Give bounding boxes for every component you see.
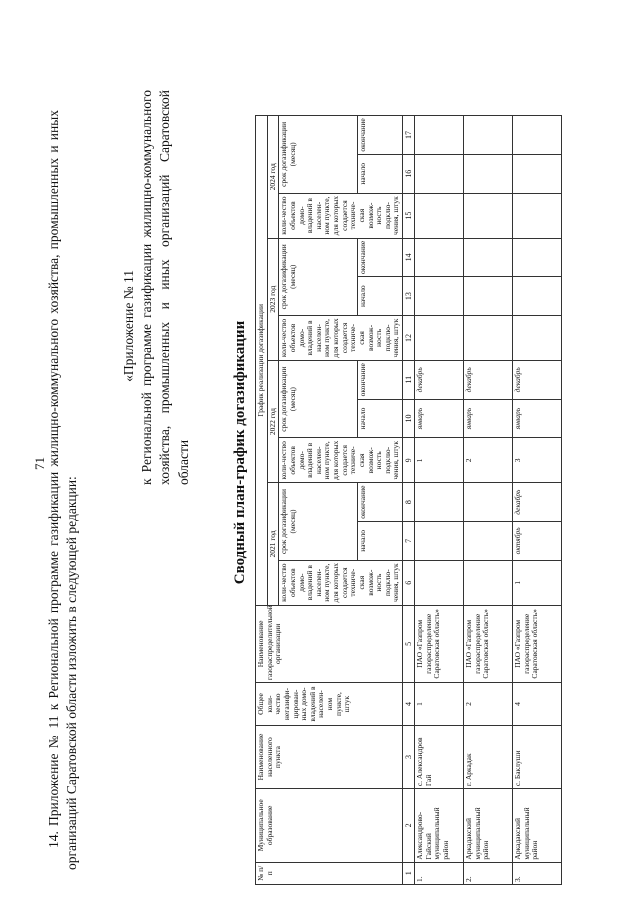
cell-c9: 2 xyxy=(464,438,513,483)
cell-c14 xyxy=(513,238,562,277)
cell-total: 1 xyxy=(415,683,464,726)
cell-c17 xyxy=(464,116,513,155)
column-number: 6 xyxy=(403,560,415,605)
cell-municipality: Аркадакский муниципальный район xyxy=(513,789,562,862)
header-end: окончание xyxy=(357,483,402,522)
column-number: 12 xyxy=(403,316,415,361)
cell-c10: январь xyxy=(464,399,513,438)
table-row xyxy=(513,116,562,885)
cell-c13 xyxy=(464,277,513,316)
annex-line-1: «Приложение № 11 xyxy=(121,270,136,382)
column-number: 11 xyxy=(403,360,415,399)
header-row-1 xyxy=(256,116,268,885)
cell-no: 3. xyxy=(513,862,562,884)
column-number: 4 xyxy=(403,683,415,726)
cell-c6 xyxy=(415,560,464,605)
cell-c13 xyxy=(513,277,562,316)
header-org: Наименование газораспределительной организации xyxy=(256,605,403,683)
column-number: 9 xyxy=(403,438,415,483)
cell-c12 xyxy=(415,316,464,361)
cell-c14 xyxy=(464,238,513,277)
header-qty-2024: коли-чество объектов домо-владений в населен-ном пункте, для которых создается техниче-ская возмож-ность подклю-чения, штук xyxy=(279,193,403,238)
table-row xyxy=(464,116,513,885)
column-number: 7 xyxy=(403,522,415,561)
header-start: начало xyxy=(357,399,402,438)
cell-c7 xyxy=(415,522,464,561)
cell-c17 xyxy=(415,116,464,155)
column-number: 14 xyxy=(403,238,415,277)
column-number: 17 xyxy=(403,116,415,155)
header-start: начало xyxy=(357,277,402,316)
cell-settlement: с. Александров Гай xyxy=(415,725,464,788)
cell-c11: декабрь xyxy=(415,360,464,399)
header-term-2022: срок догазификации (месяц) xyxy=(279,360,358,438)
cell-c7: октябрь xyxy=(513,522,562,561)
column-number: 13 xyxy=(403,277,415,316)
column-number: 1 xyxy=(403,862,415,884)
cell-total: 4 xyxy=(513,683,562,726)
header-end: окончание xyxy=(357,360,402,399)
cell-c13 xyxy=(415,277,464,316)
cell-no: 1. xyxy=(415,862,464,884)
cell-c15 xyxy=(464,193,513,238)
header-end: окончание xyxy=(357,238,402,277)
column-number-row xyxy=(403,116,415,885)
header-term-2024: срок догазификации (месяц) xyxy=(279,116,358,194)
annex-line-2: к Региональной программе газификации жилищно-коммунального хозяйства, промышленных и иных организаций Саратовской области xyxy=(139,90,191,485)
header-year-2023: 2023 год xyxy=(267,238,279,360)
cell-municipality: Александрово-Гайский муниципальный район xyxy=(415,789,464,862)
column-number: 2 xyxy=(403,789,415,862)
header-year-2024: 2024 год xyxy=(267,116,279,239)
column-number: 3 xyxy=(403,725,415,788)
header-qty-2022: коли-чество объектов домо-владений в населен-ном пункте, для которых создается техниче-ская возмож-ность подклю-чения, штук xyxy=(279,438,403,483)
header-year-2021: 2021 год xyxy=(267,483,279,605)
cell-c8 xyxy=(415,483,464,522)
header-term-2023: срок догазификации (месяц) xyxy=(279,238,358,316)
cell-c16 xyxy=(464,154,513,193)
cell-total: 2 xyxy=(464,683,513,726)
header-schedule: График реализации догазификации xyxy=(256,116,268,606)
cell-c6: 1 xyxy=(513,560,562,605)
column-number: 5 xyxy=(403,605,415,683)
cell-c9: 3 xyxy=(513,438,562,483)
header-year-2022: 2022 год xyxy=(267,360,279,482)
cell-settlement: с. Баклуши xyxy=(513,725,562,788)
header-end: окончание xyxy=(357,116,402,155)
annex-heading xyxy=(120,90,193,485)
cell-org: ПАО «Газпром газораспределение Саратовская область» xyxy=(513,605,562,683)
column-number: 16 xyxy=(403,154,415,193)
cell-c14 xyxy=(415,238,464,277)
header-municipality: Муниципальное образование xyxy=(256,789,403,862)
header-settlement: Наименование населенного пункта xyxy=(256,725,403,788)
column-number: 15 xyxy=(403,193,415,238)
header-total: Общее коли-чество негазифи-цирован-ных домо-владений в населен-ном пункте, штук xyxy=(256,683,403,726)
cell-c6 xyxy=(464,560,513,605)
cell-c8 xyxy=(464,483,513,522)
column-number: 10 xyxy=(403,399,415,438)
cell-c10: январь xyxy=(415,399,464,438)
cell-c16 xyxy=(513,154,562,193)
column-number: 8 xyxy=(403,483,415,522)
header-qty-2023: коли-чество объектов домо-владений в населен-ном пункте, для которых создается техниче-ская возмож-ность подклю-чения, штук xyxy=(279,316,403,361)
cell-org: ПАО «Газпром газораспределение Саратовская область» xyxy=(415,605,464,683)
table-title: Сводный план-график догазификации xyxy=(232,320,248,585)
header-no: № п/п xyxy=(256,862,403,884)
cell-c16 xyxy=(415,154,464,193)
cell-c11: декабрь xyxy=(464,360,513,399)
cell-c10: январь xyxy=(513,399,562,438)
cell-c12 xyxy=(513,316,562,361)
header-term-2021: срок догазификации (месяц) xyxy=(279,483,358,561)
cell-c17 xyxy=(513,116,562,155)
cell-settlement: г. Аркадак xyxy=(464,725,513,788)
header-qty-2021: коли-чество объектов домо-владений в населен-ном пункте, для которых создается техниче-ская возмож-ность подклю-чения, штук xyxy=(279,560,403,605)
cell-c15 xyxy=(415,193,464,238)
page-number: 71 xyxy=(32,457,47,470)
cell-c15 xyxy=(513,193,562,238)
schedule-table xyxy=(255,115,562,885)
cell-no: 2. xyxy=(464,862,513,884)
cell-c9: 1 xyxy=(415,438,464,483)
header-start: начало xyxy=(357,154,402,193)
cell-c11: декабрь xyxy=(513,360,562,399)
table-row xyxy=(415,116,464,885)
header-start: начало xyxy=(357,522,402,561)
cell-org: ПАО «Газпром газораспределение Саратовская область» xyxy=(464,605,513,683)
cell-municipality: Аркадакский муниципальный район xyxy=(464,789,513,862)
intro-paragraph: 14. Приложение № 11 к Региональной программе газификации жилищно-коммунального хозяйства, промышленных и иных организаций Саратовской области изложить в следующей редакции: xyxy=(46,110,80,870)
cell-c12 xyxy=(464,316,513,361)
cell-c8: декабрь xyxy=(513,483,562,522)
cell-c7 xyxy=(464,522,513,561)
